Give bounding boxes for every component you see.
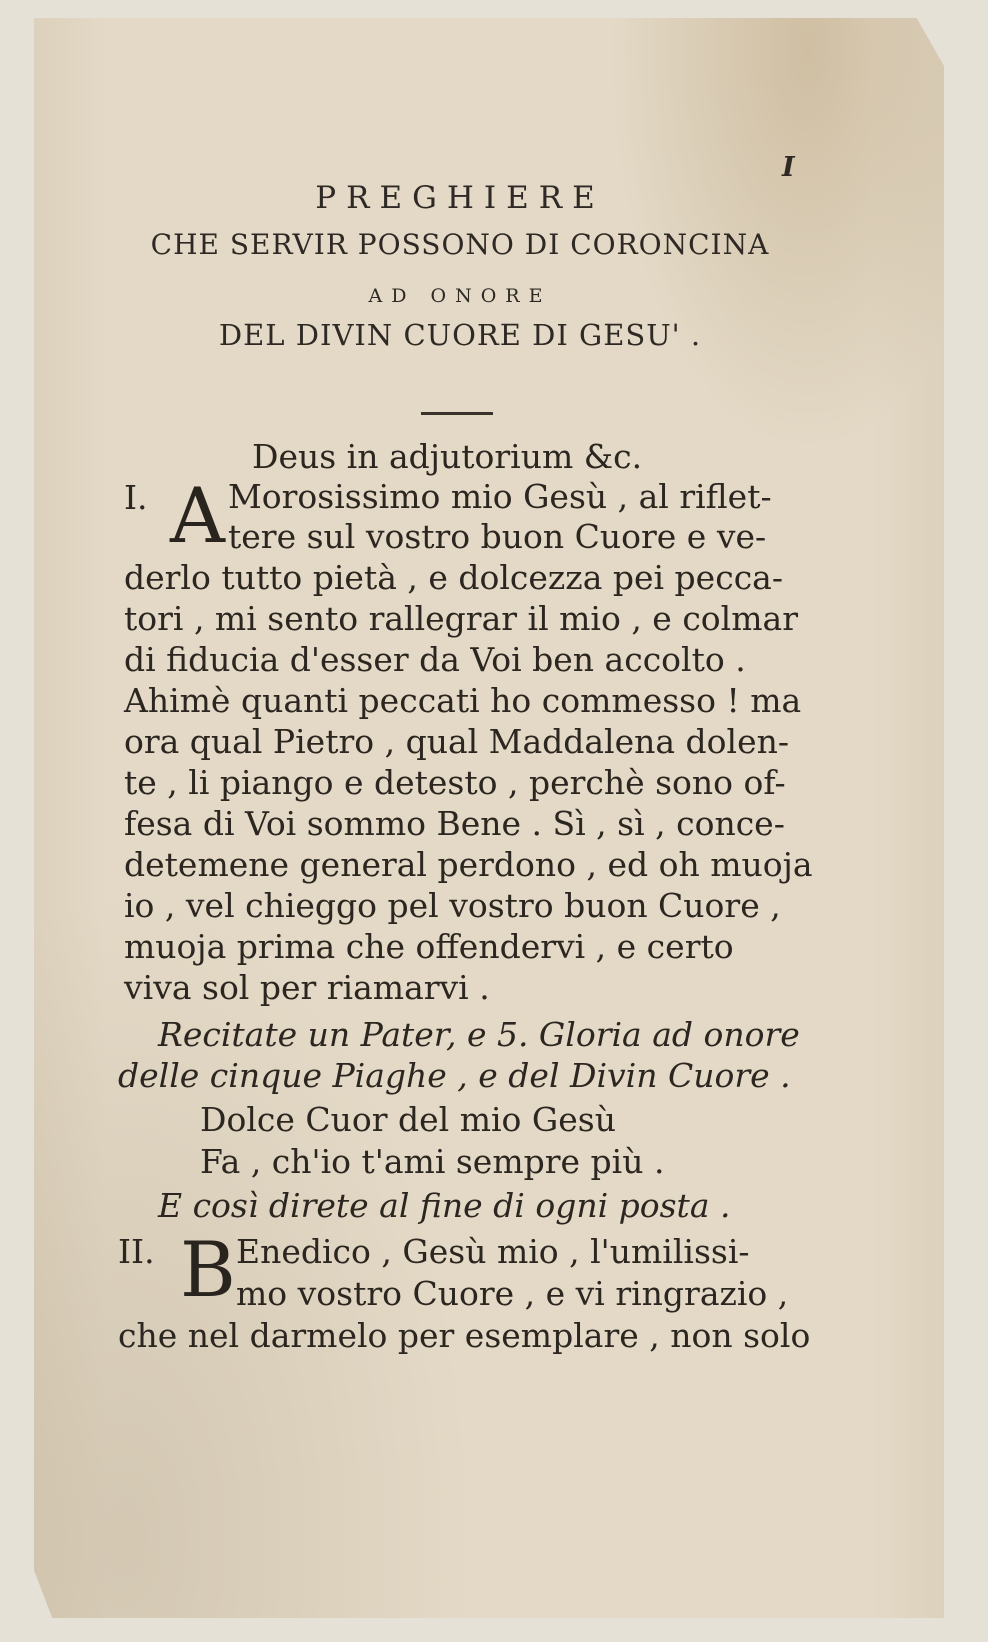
title-line-1: PREGHIERE	[315, 180, 605, 216]
text-line: che nel darmelo per esemplare , non solo	[118, 1316, 811, 1355]
drop-cap: A	[170, 471, 225, 560]
drop-cap: B	[180, 1225, 236, 1314]
text-line: Ahimè quanti peccati ho commesso ! ma	[124, 681, 802, 720]
text-line: derlo tutto pietà , e dolcezza pei pecca-	[124, 558, 784, 597]
prayer-number: II.	[118, 1232, 155, 1271]
text-line: muoja prima che offendervi , e certo	[124, 927, 734, 966]
intro-line: Deus in adjutorium &c.	[252, 437, 643, 476]
text-line: detemene general perdono , ed oh muoja	[124, 845, 813, 884]
title-divider	[421, 412, 493, 415]
text-line: di fiducia d'esser da Voi ben accolto .	[124, 640, 746, 679]
text-line: Enedico , Gesù mio , l'umilissi-	[236, 1232, 750, 1271]
text-line: te , li piango e detesto , perchè sono of-	[124, 763, 786, 802]
title-line-2: CHE SERVIR POSSONO DI CORONCINA	[150, 228, 770, 261]
refrain-line: Dolce Cuor del mio Gesù	[200, 1100, 616, 1139]
rubric-line: Recitate un Pater, e 5. Gloria ad onore	[158, 1015, 800, 1054]
rubric-line: delle cinque Piaghe , e del Divin Cuore .	[118, 1056, 791, 1095]
text-line: viva sol per riamarvi .	[124, 968, 490, 1007]
title-line-3: AD ONORE	[368, 285, 552, 307]
page-number: I	[782, 152, 795, 183]
refrain-line: Fa , ch'io t'ami sempre più .	[200, 1142, 665, 1181]
text-line: io , vel chieggo pel vostro buon Cuore ,	[124, 886, 781, 925]
closing-rubric: E così direte al fine di ogni posta .	[158, 1186, 731, 1225]
text-line: tori , mi sento rallegrar il mio , e colmar	[124, 599, 798, 638]
text-line: Morosissimo mio Gesù , al riflet-	[228, 477, 772, 516]
text-line: fesa di Voi sommo Bene . Sì , sì , conce-	[124, 804, 785, 843]
text-line: mo vostro Cuore , e vi ringrazio ,	[236, 1274, 789, 1313]
prayer-number: I.	[124, 478, 148, 517]
text-line: ora qual Pietro , qual Maddalena dolen-	[124, 722, 790, 761]
text-line: tere sul vostro buon Cuore e ve-	[228, 517, 767, 556]
title-line-4: DEL DIVIN CUORE DI GESU' .	[218, 318, 702, 352]
